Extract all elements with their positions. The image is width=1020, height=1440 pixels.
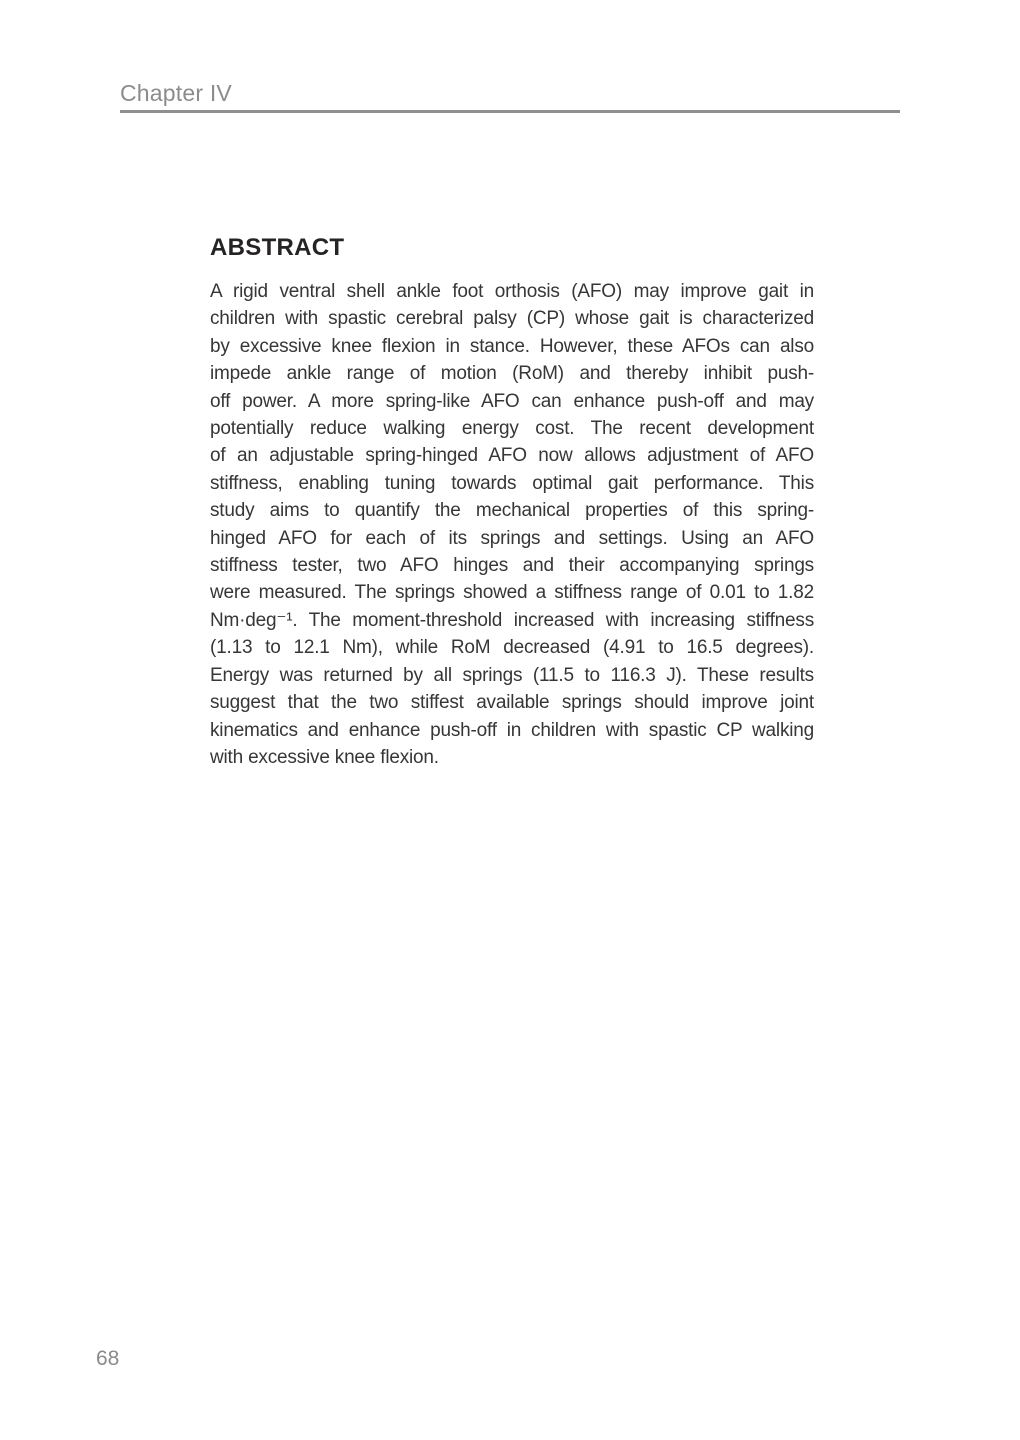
- abstract-line: hinged AFO for each of its springs and settings. Using an AFO: [210, 527, 814, 549]
- abstract-line: Energy was returned by all springs (11.5 to 116.3 J). These results: [210, 664, 814, 686]
- abstract-line: study aims to quantify the mechanical properties of this spring-: [210, 500, 814, 522]
- abstract-line: kinematics and enhance push-off in children with spastic CP walking: [210, 719, 814, 741]
- header-rule: [120, 110, 900, 113]
- abstract-line: off power. A more spring-like AFO can enhance push-off and may: [210, 390, 814, 412]
- abstract-line: by excessive knee flexion in stance. However, these AFOs can also: [210, 335, 814, 357]
- abstract-line: Nm·deg⁻¹. The moment-threshold increased with increasing stiffness: [210, 609, 814, 631]
- abstract-line: stiffness tester, two AFO hinges and their accompanying springs: [210, 555, 814, 577]
- abstract-heading: ABSTRACT: [210, 234, 345, 261]
- abstract-line: were measured. The springs showed a stiffness range of 0.01 to 1.82: [210, 582, 814, 604]
- abstract-line: impede ankle range of motion (RoM) and thereby inhibit push-: [210, 363, 814, 385]
- abstract-section: [210, 234, 814, 771]
- abstract-line: potentially reduce walking energy cost. The recent development: [210, 418, 814, 440]
- abstract-line: with excessive knee flexion.: [210, 746, 439, 768]
- abstract-paragraph: [210, 278, 814, 771]
- abstract-line: children with spastic cerebral palsy (CP) whose gait is characterized: [210, 308, 814, 330]
- abstract-line: (1.13 to 12.1 Nm), while RoM decreased (4.91 to 16.5 degrees).: [210, 637, 814, 659]
- abstract-line: suggest that the two stiffest available springs should improve joint: [210, 692, 814, 714]
- abstract-line: of an adjustable spring-hinged AFO now allows adjustment of AFO: [210, 445, 814, 467]
- chapter-header: Chapter IV: [120, 80, 232, 106]
- abstract-line: stiffness, enabling tuning towards optimal gait performance. This: [210, 472, 814, 494]
- page-number: 68: [96, 1347, 120, 1370]
- abstract-line: A rigid ventral shell ankle foot orthosis (AFO) may improve gait in: [210, 281, 814, 302]
